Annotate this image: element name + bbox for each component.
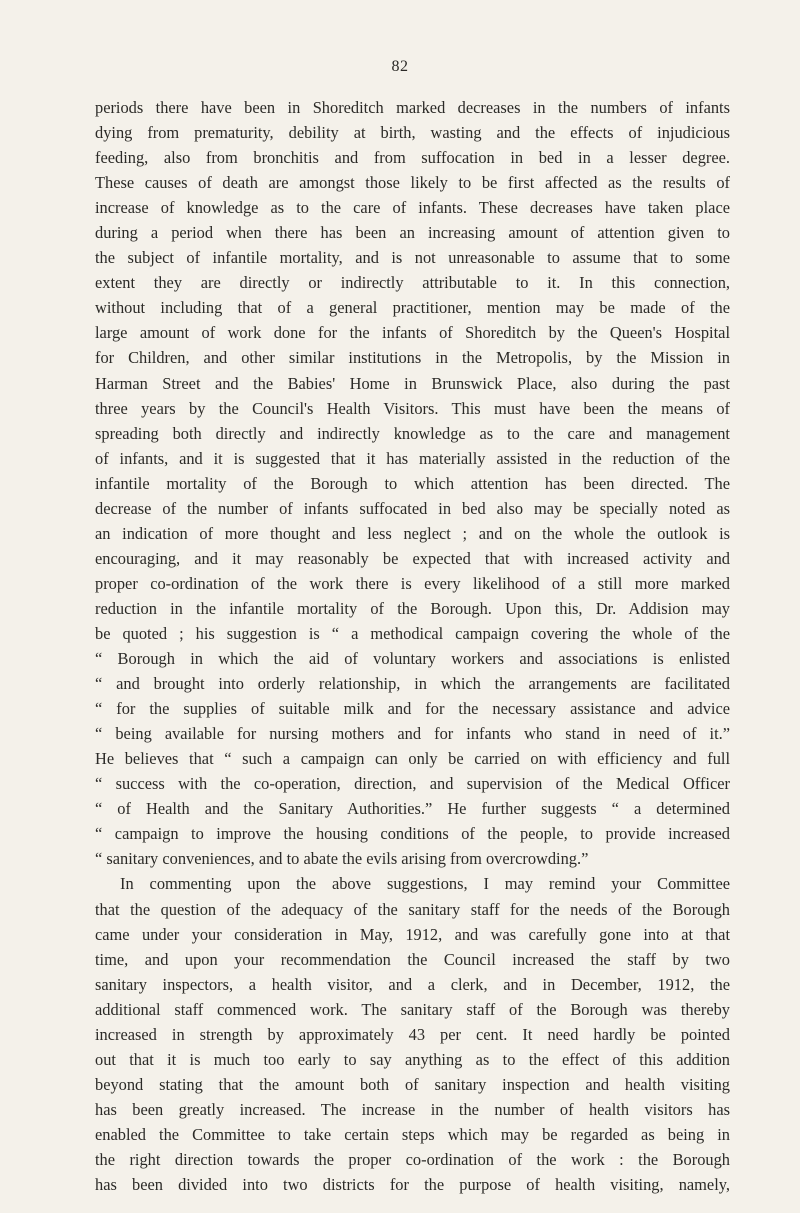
text-line: that the question of the adequacy of the sanitary staff for the needs of the Borough (95, 899, 730, 919)
text-line: sanitary inspectors, a health visitor, and a clerk, and in December, 1912, the (95, 974, 730, 994)
text-line: He believes that “ such a campaign can only be carried on with efficiency and full (95, 749, 730, 769)
paragraph (95, 871, 730, 1197)
text-line: “ for the supplies of suitable milk and for the necessary assistance and advice (95, 699, 730, 719)
text-line: infantile mortality of the Borough to which attention has been directed. The (95, 473, 730, 493)
text-line: spreading both directly and indirectly knowledge as to the care and management (95, 423, 730, 443)
text-line: the right direction towards the proper co-ordination of the work : the Borough (95, 1149, 730, 1169)
text-line: time, and upon your recommendation the Council increased the staff by two (95, 949, 730, 969)
text-line: periods there have been in Shoreditch marked decreases in the numbers of infants (95, 98, 730, 117)
text-line: increased in strength by approximately 43 per cent. It need hardly be pointed (95, 1024, 730, 1044)
text-line: has been greatly increased. The increase in the number of health visitors has (95, 1099, 730, 1119)
text-line: In commenting upon the above suggestions, I may remind your Committee (120, 874, 730, 894)
text-line: “ of Health and the Sanitary Authorities.” He further suggests “ a determined (95, 799, 730, 819)
text-line: large amount of work done for the infants of Shoreditch by the Queen's Hospital (95, 323, 730, 343)
text-line: Harman Street and the Babies' Home in Brunswick Place, also during the past (95, 373, 730, 393)
text-line: “ sanitary conveniences, and to abate the evils arising from overcrowding.” (95, 849, 589, 869)
body-text (95, 95, 730, 1197)
text-line: “ being available for nursing mothers and for infants who stand in need of it.” (95, 724, 730, 744)
text-line: without including that of a general practitioner, mention may be made of the (95, 298, 730, 318)
text-line: dying from prematurity, debility at birth, wasting and the effects of injudicious (95, 123, 730, 143)
text-line: reduction in the infantile mortality of the Borough. Upon this, Dr. Addision may (95, 598, 730, 618)
text-line: “ Borough in which the aid of voluntary workers and associations is enlisted (95, 649, 730, 669)
text-line: three years by the Council's Health Visitors. This must have been the means of (95, 398, 730, 418)
text-line: encouraging, and it may reasonably be expected that with increased activity and (95, 548, 730, 568)
text-line: out that it is much too early to say anything as to the effect of this addition (95, 1049, 730, 1069)
text-line: of infants, and it is suggested that it has materially assisted in the reduction of the (95, 448, 730, 468)
text-line: an indication of more thought and less neglect ; and on the whole the outlook is (95, 523, 730, 543)
text-line: “ and brought into orderly relationship, in which the arrangements are facilitated (95, 674, 730, 694)
text-line: enabled the Committee to take certain steps which may be regarded as being in (95, 1124, 730, 1144)
text-line: “ success with the co-operation, direction, and supervision of the Medical Officer (95, 774, 730, 794)
text-line: be quoted ; his suggestion is “ a methodical campaign covering the whole of the (95, 623, 730, 643)
text-line: extent they are directly or indirectly attributable to it. In this connection, (95, 273, 730, 293)
text-line: came under your consideration in May, 1912, and was carefully gone into at that (95, 924, 730, 944)
text-line: beyond stating that the amount both of sanitary inspection and health visiting (95, 1074, 730, 1094)
paragraph (95, 95, 730, 871)
page-number: 82 (391, 58, 409, 75)
text-line: for Children, and other similar institutions in the Metropolis, by the Mission in (95, 348, 730, 368)
text-line: additional staff commenced work. The sanitary staff of the Borough was thereby (95, 999, 730, 1019)
text-line: proper co-ordination of the work there is every likelihood of a still more marked (95, 573, 730, 593)
text-line: increase of knowledge as to the care of infants. These decreases have taken place (95, 198, 730, 218)
text-line: “ campaign to improve the housing conditions of the people, to provide increased (95, 824, 730, 844)
text-line: the subject of infantile mortality, and is not unreasonable to assume that to some (95, 248, 730, 268)
text-line: feeding, also from bronchitis and from suffocation in bed in a lesser degree. (95, 148, 730, 168)
text-line: These causes of death are amongst those likely to be first affected as the results of (95, 173, 730, 193)
text-line: has been divided into two districts for the purpose of health visiting, namely, (95, 1175, 730, 1195)
text-line: during a period when there has been an increasing amount of attention given to (95, 223, 730, 243)
text-line: decrease of the number of infants suffocated in bed also may be specially noted as (95, 498, 730, 518)
